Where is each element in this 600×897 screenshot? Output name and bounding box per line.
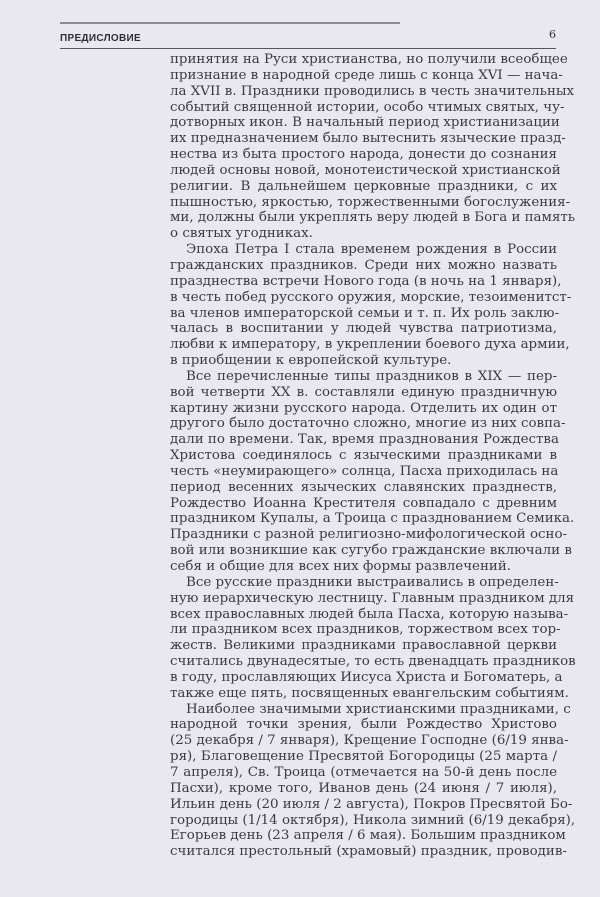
text-line: ва членов императорской семьи и т. п. Их роль заклю- (170, 305, 560, 321)
text-line: ря), Благовещение Пресвятой Богородицы (25 марта / (170, 749, 557, 765)
paragraph (170, 52, 576, 242)
text-line: в году, прославляющих Иисуса Христа и Богоматерь, а (170, 669, 563, 685)
text-line: ми, должны были укреплять веру людей в Бога и память (170, 210, 576, 226)
text-line: жеств. Великими праздниками православной церкви (170, 638, 557, 654)
text-line: Егорьев день (23 апреля / 6 мая). Большим праздником (170, 828, 566, 844)
paragraph (170, 574, 576, 702)
text-line: чалась в воспитании у людей чувства патриотизма, (170, 321, 557, 337)
text-line: людей основы новой, монотеистической христианской (170, 162, 561, 178)
text-line: Христова соединялось с языческими праздниками в (170, 448, 557, 464)
text-line: Все перечисленные типы праздников в XIX — пер- (186, 368, 557, 384)
text-line: праздником Купалы, а Троица с празднованием Семика. (170, 511, 575, 527)
text-line: Наиболее значимыми христианскими праздниками, с (186, 701, 571, 717)
text-line: в приобщении к европейской культуре. (170, 353, 452, 369)
text-line: нества из быта простого народа, донести до сознания (170, 147, 557, 163)
body-text (170, 52, 576, 860)
top-rule (60, 22, 400, 24)
text-line: Ильин день (20 июля / 2 августа), Покров Пресвятой Бо- (170, 796, 573, 812)
text-line: также еще пять, посвященных евангельским событиям. (170, 685, 569, 701)
text-line: Все русские праздники выстраивались в определен- (186, 574, 559, 590)
text-line: (25 декабря / 7 января), Крещение Господне (6/19 янва- (170, 733, 569, 749)
paragraph (170, 242, 572, 369)
text-line: ную иерархическую лестницу. Главным праздником для (170, 590, 575, 606)
text-line: Рождество Иоанна Крестителя совпадало с древним (170, 495, 557, 511)
text-line: гражданских праздников. Среди них можно назвать (170, 257, 557, 273)
text-line: в честь побед русского оружия, морские, тезоименитст- (170, 289, 572, 305)
text-line: Праздники с разной религиозно-мифологической осно- (170, 527, 568, 543)
text-line: Эпоха Петра I стала временем рождения в России (186, 242, 557, 258)
page-number: 6 (549, 28, 556, 41)
paragraph (170, 368, 575, 575)
text-line: ли праздником всех праздников, торжеством всех тор- (170, 622, 561, 638)
text-line: народной точки зрения, были Рождество Христово (170, 717, 557, 733)
text-line: событий священной истории, особо чтимых святых, чу- (170, 99, 565, 115)
text-line: дотворных икон. В начальный период христианизации (170, 115, 560, 131)
text-line: дали по времени. Так, время празднования Рождества (170, 432, 559, 448)
text-line: принятия на Руси христианства, но получили всеобщее (170, 52, 568, 67)
text-line: 7 апреля), Св. Троица (отмечается на 50-й день после (170, 764, 557, 780)
text-line: их предназначением было вытеснить языческие празд- (170, 131, 566, 147)
text-line: признание в народной среде лишь с конца XVI — нача- (170, 67, 563, 83)
text-line: вой четверти XX в. составляли единую праздничную (170, 384, 557, 400)
text-line: любви к императору, в укреплении боевого духа армии, (170, 337, 570, 353)
text-line: празднества встречи Нового года (в ночь на 1 января), (170, 273, 562, 289)
text-line: себя и общие для всех них формы развлечений. (170, 559, 512, 574)
text-line: городицы (1/14 октября), Никола зимний (6/19 декабря), (170, 812, 576, 828)
text-line: другого было достаточно сложно, многие из них совпа- (170, 416, 566, 432)
section-title: ПРЕДИСЛОВИЕ (60, 33, 141, 44)
text-line: честь «неумирающего» солнца, Пасха приходилась на (170, 463, 559, 479)
text-line: картину жизни русского народа. Отделить их один от (170, 400, 557, 416)
text-line: религии. В дальнейшем церковные праздники, с их (170, 178, 557, 194)
text-line: всех православных людей была Пасха, которую называ- (170, 606, 569, 622)
text-line: считался престольный (храмовый) праздник, проводив- (170, 844, 567, 860)
text-line: вой или возникшие как сугубо гражданские включали в (170, 543, 572, 559)
text-line: ла XVII в. Праздники проводились в честь значительных (170, 83, 575, 99)
text-line: считались двунадесятые, то есть двенадцать праздников (170, 654, 576, 670)
paragraph (170, 701, 576, 860)
text-line: пышностью, яркостью, торжественными богослужения- (170, 194, 571, 210)
text-line: о святых угодниках. (170, 226, 313, 242)
text-line: период весенних языческих славянских празднеств, (170, 479, 557, 495)
text-line: Пасхи), кроме того, Иванов день (24 июня / 7 июля), (170, 780, 557, 796)
running-header (60, 28, 556, 49)
